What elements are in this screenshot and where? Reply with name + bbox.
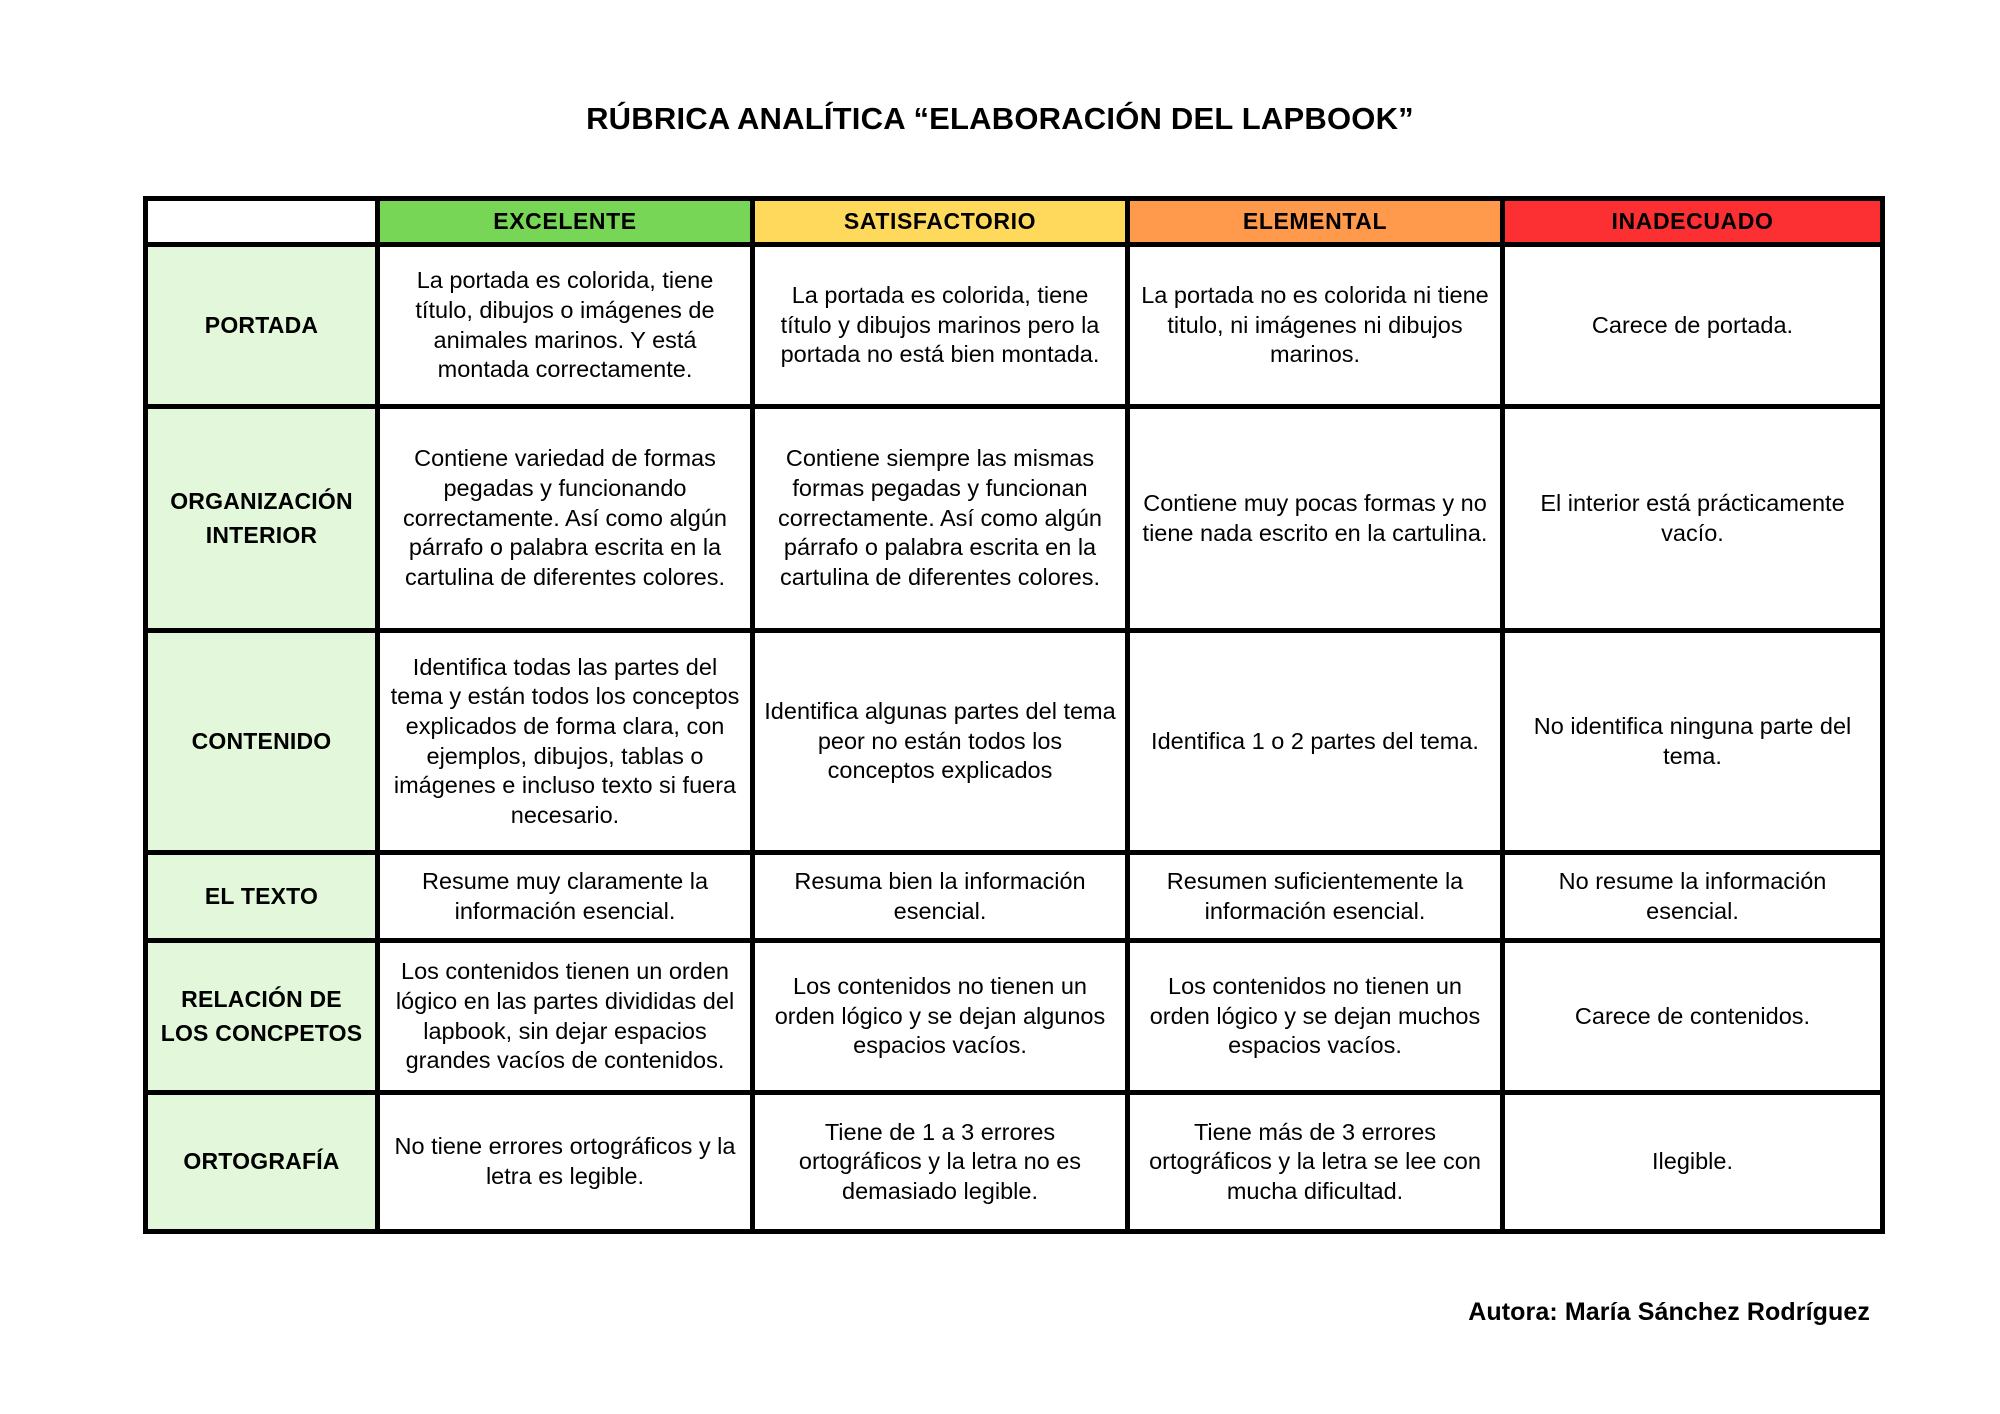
descriptor-cell-elemental: Tiene más de 3 errores ortográficos y la letra se lee con mucha dificultad. <box>1130 1095 1505 1229</box>
descriptor-cell-satisfactorio: Los contenidos no tienen un orden lógico y se dejan algunos espacios vacíos. <box>755 943 1130 1095</box>
descriptor-cell-inadecuado: Carece de portada. <box>1505 247 1880 409</box>
descriptor-cell-inadecuado: No resume la información esencial. <box>1505 855 1880 943</box>
header-corner-cell <box>148 201 380 247</box>
criterion-label: ORTOGRAFÍA <box>148 1095 380 1229</box>
rubric-table <box>143 196 1885 1234</box>
descriptor-cell-excelente: La portada es colorida, tiene título, dibujos o imágenes de animales marinos. Y está montada correctamente. <box>380 247 755 409</box>
descriptor-cell-excelente: Identifica todas las partes del tema y están todos los conceptos explicados de forma clara, con ejemplos, dibujos, tablas o imágenes e incluso texto si fuera necesario. <box>380 633 755 855</box>
descriptor-cell-inadecuado: El interior está prácticamente vacío. <box>1505 409 1880 633</box>
header-level-elemental: ELEMENTAL <box>1130 201 1505 247</box>
criterion-label: ORGANIZACIÓN INTERIOR <box>148 409 380 633</box>
table-header <box>148 201 1880 247</box>
author-credit: Autora: María Sánchez Rodríguez <box>1468 1298 1870 1326</box>
criterion-label: PORTADA <box>148 247 380 409</box>
table-body <box>148 247 1880 1229</box>
table-row <box>148 633 1880 855</box>
header-level-excelente: EXCELENTE <box>380 201 755 247</box>
page-title: RÚBRICA ANALÍTICA “ELABORACIÓN DEL LAPBOOK” <box>586 101 1414 136</box>
table-row <box>148 1095 1880 1229</box>
descriptor-cell-inadecuado: No identifica ninguna parte del tema. <box>1505 633 1880 855</box>
table-row <box>148 943 1880 1095</box>
descriptor-cell-excelente: Los contenidos tienen un orden lógico en las partes divididas del lapbook, sin dejar espacios grandes vacíos de contenidos. <box>380 943 755 1095</box>
descriptor-cell-excelente: No tiene errores ortográficos y la letra es legible. <box>380 1095 755 1229</box>
criterion-label: RELACIÓN DE LOS CONCPETOS <box>148 943 380 1095</box>
header-row <box>148 201 1880 247</box>
descriptor-cell-inadecuado: Carece de contenidos. <box>1505 943 1880 1095</box>
descriptor-cell-elemental: La portada no es colorida ni tiene titulo, ni imágenes ni dibujos marinos. <box>1130 247 1505 409</box>
descriptor-cell-elemental: Identifica 1 o 2 partes del tema. <box>1130 633 1505 855</box>
criterion-label: CONTENIDO <box>148 633 380 855</box>
rubric-table-container <box>143 196 1876 1234</box>
descriptor-cell-satisfactorio: Identifica algunas partes del tema peor no están todos los conceptos explicados <box>755 633 1130 855</box>
descriptor-cell-elemental: Contiene muy pocas formas y no tiene nada escrito en la cartulina. <box>1130 409 1505 633</box>
table-row <box>148 247 1880 409</box>
table-row <box>148 409 1880 633</box>
criterion-label: EL TEXTO <box>148 855 380 943</box>
header-level-inadecuado: INADECUADO <box>1505 201 1880 247</box>
descriptor-cell-elemental: Resumen suficientemente la información esencial. <box>1130 855 1505 943</box>
table-row <box>148 855 1880 943</box>
header-level-satisfactorio: SATISFACTORIO <box>755 201 1130 247</box>
descriptor-cell-excelente: Resume muy claramente la información esencial. <box>380 855 755 943</box>
descriptor-cell-satisfactorio: Contiene siempre las mismas formas pegadas y funcionan correctamente. Así como algún párrafo o palabra escrita en la cartulina de diferentes colores. <box>755 409 1130 633</box>
descriptor-cell-inadecuado: Ilegible. <box>1652 1148 1733 1175</box>
descriptor-cell-satisfactorio: Tiene de 1 a 3 errores ortográficos y la letra no es demasiado legible. <box>755 1095 1130 1229</box>
descriptor-cell-satisfactorio: Resuma bien la información esencial. <box>755 855 1130 943</box>
descriptor-cell-satisfactorio: La portada es colorida, tiene título y dibujos marinos pero la portada no está bien montada. <box>755 247 1130 409</box>
descriptor-cell-excelente: Contiene variedad de formas pegadas y funcionando correctamente. Así como algún párrafo o palabra escrita en la cartulina de diferentes colores. <box>380 409 755 633</box>
descriptor-cell-elemental: Los contenidos no tienen un orden lógico y se dejan muchos espacios vacíos. <box>1130 943 1505 1095</box>
